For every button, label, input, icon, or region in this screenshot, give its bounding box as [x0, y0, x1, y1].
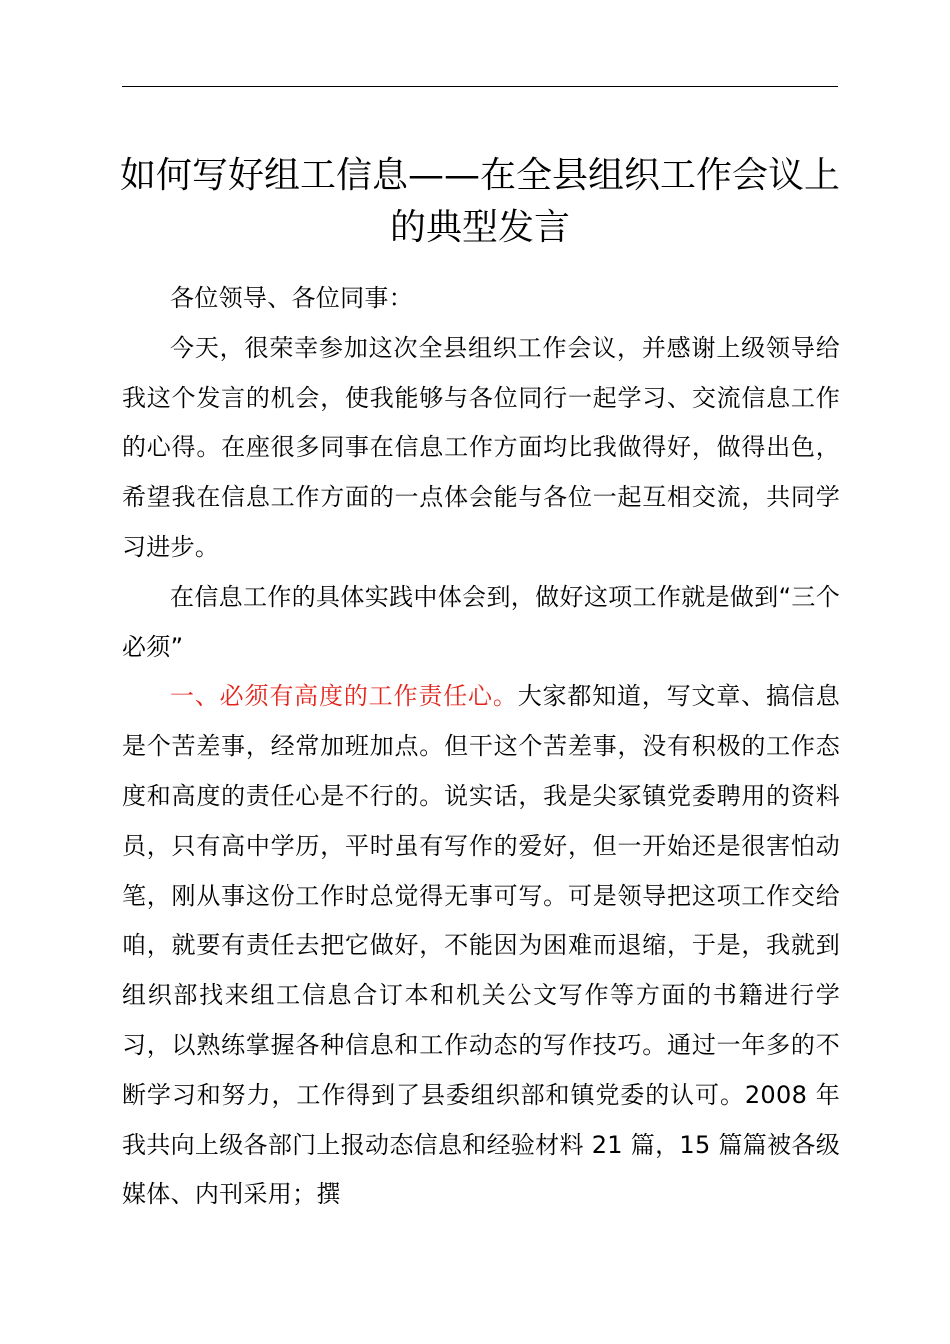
document-title — [110, 150, 850, 254]
section-text-1: 大家都知道，写文章、搞信息是个苦差事，经常加班加点。但干这个苦差事，没有积极的工作态度和高度的责任心是不行的。说实话，我是尖冢镇党委聘用的资料员，只有高中学历，平时虽有写作的爱好，但一开始还是很害怕动笔，刚从事这份工作时总觉得无事可写。可是领导把这项工作交给咱，就要有责任去把它做好，不能因为困难而退缩，于是，我就到组织部找来组工信息合订本和机关公文写作等方面的书籍进行学习，以熟练掌握各种信息和工作动态的写作技巧。通过一年多的不断学习和努力，工作得到了县委组织部和镇党委的认可。2008 年我共向上级各部门上报动态信息和经验材料 21 篇，15 篇篇被各级媒体、内刊采用；撰 — [122, 682, 840, 1209]
paragraph-responsibility — [122, 672, 840, 1220]
document-body — [122, 274, 840, 1220]
paragraph-three-musts: 在信息工作的具体实践中体会到，做好这项工作就是做到“三个必须” — [122, 582, 840, 661]
header-rule — [122, 86, 838, 87]
section-heading-1: 一、必须有高度的工作责任心。 — [170, 682, 518, 711]
salutation: 各位领导、各位同事： — [170, 284, 413, 312]
title-line-2: 的典型发言 — [389, 207, 570, 248]
paragraph-intro: 今天，很荣幸参加这次全县组织工作会议，并感谢上级领导给我这个发言的机会，使我能够与各位同行一起学习、交流信息工作的心得。在座很多同事在信息工作方面均比我做得好，做得出色，希望我在信息工作方面的一点体会能与各位一起互相交流，共同学习进步。 — [122, 333, 840, 561]
title-line-1: 如何写好组工信息——在全县组织工作会议上 — [119, 155, 840, 196]
